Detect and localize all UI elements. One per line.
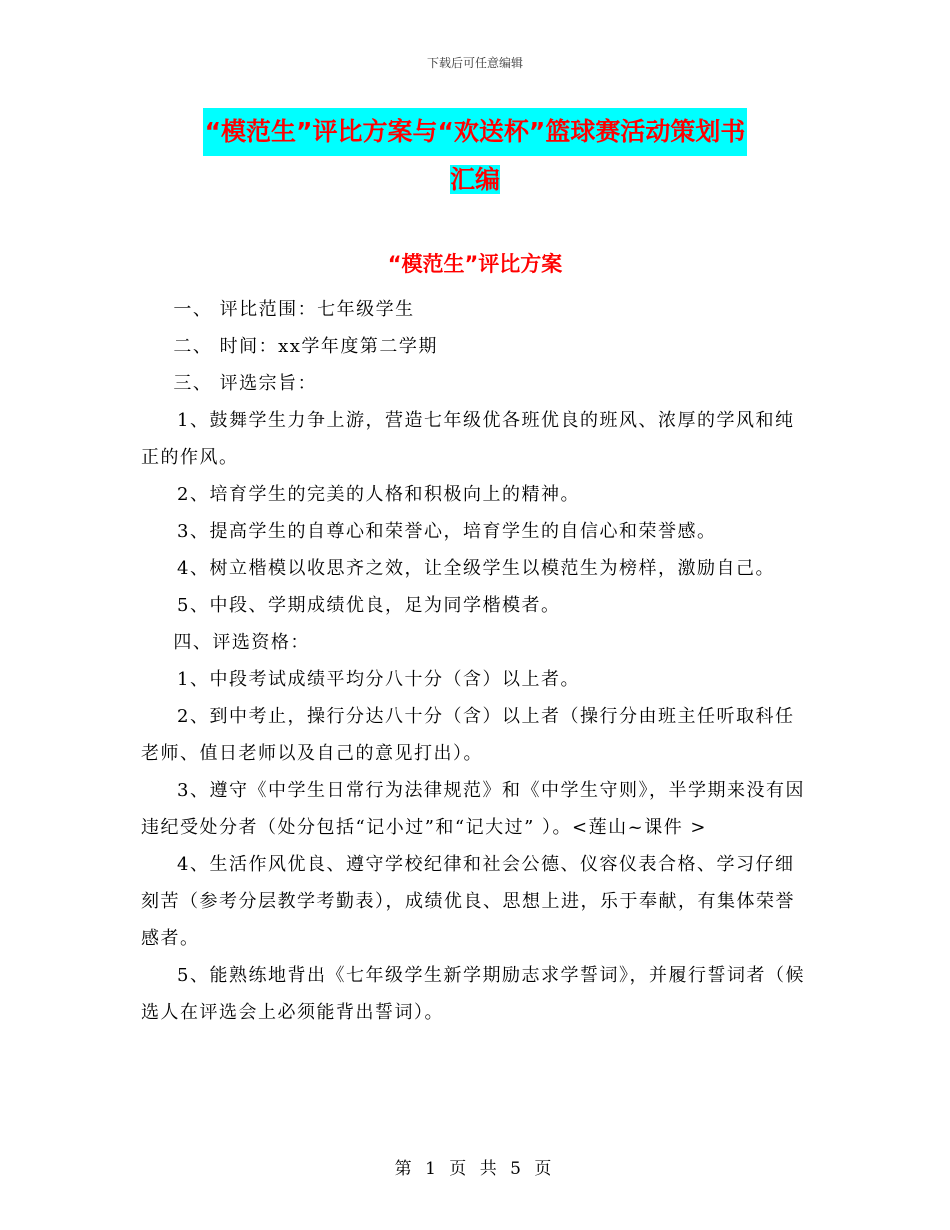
- document-title: [150, 108, 800, 204]
- paragraph: 一、 评比范围：七年级学生: [173, 299, 415, 320]
- paragraph: 1、鼓舞学生力争上游，营造七年级优各班优良的班风、浓厚的学风和纯正的作风。: [141, 410, 795, 468]
- paragraph: 三、 评选宗旨：: [173, 373, 318, 394]
- paragraph: 1、中段考试成绩平均分八十分（含）以上者。: [177, 669, 580, 690]
- document-body: [141, 291, 813, 1031]
- document-title-line2: 汇编: [449, 165, 500, 194]
- paragraph: 2、到中考止，操行分达八十分（含）以上者（操行分由班主任听取科任老师、值日老师以及自己的意见打出）。: [141, 706, 795, 764]
- paragraph: 3、提高学生的自尊心和荣誉心，培育学生的自信心和荣誉感。: [177, 521, 717, 542]
- paragraph: 4、树立楷模以收思齐之效，让全级学生以模范生为榜样，激励自己。: [177, 558, 775, 579]
- paragraph: 2、培育学生的完美的人格和积极向上的精神。: [177, 484, 580, 505]
- paragraph: 4、生活作风优良、遵守学校纪律和社会公德、仪容仪表合格、学习仔细刻苦（参考分层教学考勤表），成绩优良、思想上进，乐于奉献，有集体荣誉感者。: [141, 854, 795, 949]
- paragraph: 四、评选资格：: [173, 632, 310, 653]
- paragraph: 二、 时间：xx学年度第二学期: [173, 336, 438, 357]
- paragraph: 5、能熟练地背出《七年级学生新学期励志求学誓词》，并履行誓词者（候选人在评选会上必须能背出誓词）。: [141, 965, 805, 1023]
- document-title-line1: “模范生”评比方案与“欢送杯”篮球赛活动策划书: [203, 108, 748, 156]
- paragraph: 3、遵守《中学生日常行为法律规范》和《中学生守则》，半学期来没有因违纪受处分者（处分包括“记小过”和“记大过” ）。<莲山~课件 >: [141, 780, 805, 838]
- section-title: “模范生”评比方案: [387, 252, 563, 276]
- paragraph: 5、中段、学期成绩优良，足为同学楷模者。: [177, 595, 561, 616]
- page-footer: 第 1 页 共 5 页: [394, 1159, 556, 1179]
- header-note: 下载后可任意编辑: [426, 56, 523, 70]
